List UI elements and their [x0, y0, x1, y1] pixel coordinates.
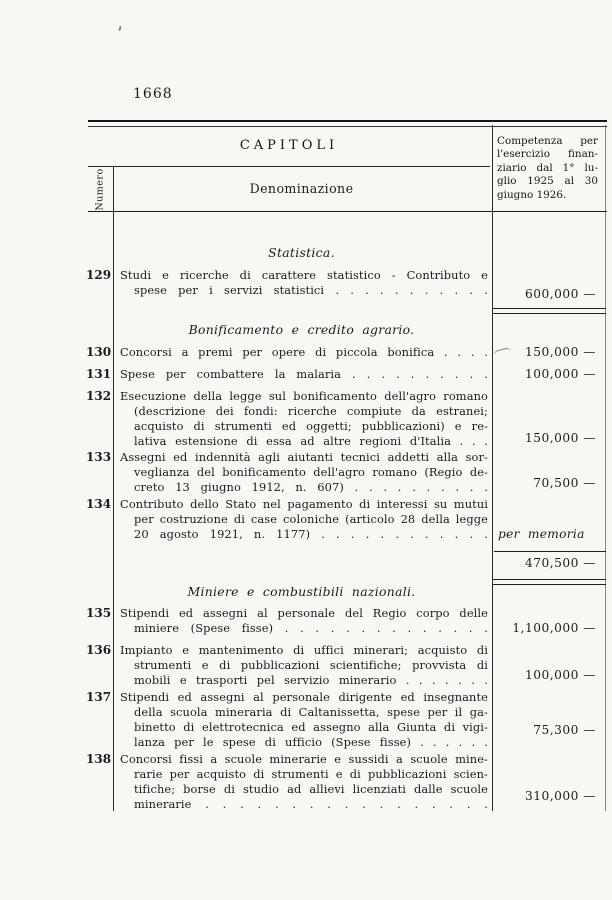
- section-subtotal: 470,500 —: [525, 556, 596, 570]
- chapter-amount: 310,000 —: [525, 789, 596, 803]
- text-line: (descrizione dei fondi: ricerche compiute da estranei;: [134, 404, 488, 418]
- text-line: minerarie . . . . . . . . . . . . . . . . .: [134, 797, 488, 811]
- section-heading-bonificamento: Bonificamento e credito agrario.: [188, 322, 415, 337]
- chapter-amount: 150,000 —: [525, 431, 596, 445]
- numero-label: Numero: [95, 167, 107, 211]
- scan-speck: [118, 26, 121, 31]
- text-line: glio 1925 al 30: [497, 175, 598, 188]
- chapter-number: 137: [86, 690, 112, 704]
- chapter-amount: 100,000 —: [525, 367, 596, 381]
- text-line: lanza per le spese di ufficio (Spese fisse) . . . . . .: [134, 735, 488, 749]
- chapter-number: 132: [86, 389, 112, 403]
- text-line: ziario dal 1° lu-: [497, 161, 598, 174]
- text-line: Esecuzione della legge sul bonificamento dell'agro romano: [120, 389, 488, 403]
- text-line: rarie per acquisto di strumenti e di pubblicazioni scien-: [134, 767, 488, 781]
- text-line: per costruzione di case coloniche (articolo 28 della legge: [134, 512, 488, 526]
- text-line: binetto di elettrotecnica ed assegno alla Giunta di vigi-: [134, 720, 488, 734]
- chapter-amount-per-memoria: per memoria: [498, 527, 585, 541]
- text-line: Stipendi ed assegni al personale dirigente ed insegnante: [120, 690, 488, 704]
- chapter-amount: 1,100,000 —: [512, 621, 596, 635]
- amount-section-double-rule: [493, 308, 606, 314]
- text-line: lativa estensione di essa ad altre regioni d'Italia . . .: [134, 434, 488, 448]
- chapter-text: [120, 345, 488, 360]
- text-line: spese per i servizi statistici . . . . . . . . . . .: [134, 283, 488, 297]
- text-line: Competenza per: [497, 135, 598, 147]
- chapter-text: [120, 606, 488, 636]
- chapter-amount: 100,000 —: [525, 668, 596, 682]
- text-line: Stipendi ed assegni al personale del Regio corpo delle: [120, 606, 488, 620]
- chapter-text: [120, 643, 488, 688]
- text-line: Impianto e mantenimento di uffici minerari; acquisto di: [120, 643, 488, 657]
- chapter-number: 129: [86, 268, 112, 282]
- text-line: mobili e trasporti pel servizio minerario . . . . . . .: [134, 673, 488, 687]
- section-heading-miniere: Miniere e combustibili nazionali.: [187, 584, 416, 599]
- text-line: Studi e ricerche di carattere statistico - Contributo e: [120, 268, 488, 282]
- text-line: Concorsi fissi a scuole minerarie e sussidi a scuole mine-: [120, 752, 488, 766]
- text-line: miniere (Spese fisse) . . . . . . . . . . . . . .: [134, 621, 488, 635]
- text-line: creto 13 giugno 1912, n. 607) . . . . . . . . . .: [134, 480, 488, 494]
- text-line: della scuola mineraria di Caltanissetta, spese per il ga-: [134, 705, 488, 719]
- chapter-amount: 75,300 —: [533, 723, 596, 737]
- text-line: Spese per combattere la malaria . . . . . . . . . .: [120, 367, 488, 381]
- chapter-number: 135: [86, 606, 112, 620]
- numero-column-divider: [113, 166, 114, 811]
- chapter-amount: 150,000 —: [525, 345, 596, 359]
- chapter-number: 133: [86, 450, 112, 464]
- chapter-number: 130: [86, 345, 112, 359]
- chapter-number: 136: [86, 643, 112, 657]
- header-bottom-rule: [88, 211, 607, 212]
- chapter-amount: 600,000 —: [525, 287, 596, 301]
- text-line: Concorsi a premi per opere di piccola bonifica . . . .: [120, 345, 488, 359]
- column-header-competenza: [497, 135, 598, 202]
- chapter-text: [120, 450, 488, 495]
- amount-subtotal-rule: [494, 551, 606, 552]
- text-line: acquisto di strumenti ed oggetti; pubblicazioni) e re-: [134, 419, 488, 433]
- chapter-text: [120, 690, 488, 750]
- chapter-text: [120, 497, 488, 542]
- table-title-capitoli: CAPITOLI: [239, 138, 339, 153]
- text-line: veglianza del bonificamento dell'agro romano (Regio de-: [134, 465, 488, 479]
- text-line: strumenti e di pubblicazioni scientifiche; provvista di: [134, 658, 488, 672]
- chapter-text: [120, 389, 488, 449]
- chapter-number: 138: [86, 752, 112, 766]
- amount-column-divider: [492, 125, 493, 811]
- amount-section-double-rule: [493, 579, 606, 585]
- chapter-amount: 70,500 —: [533, 476, 596, 490]
- chapter-number: 131: [86, 367, 112, 381]
- text-line: 20 agosto 1921, n. 1177) . . . . . . . . . . . .: [134, 527, 488, 541]
- chapter-number: 134: [86, 497, 112, 511]
- text-line: Contributo dello Stato nel pagamento di interessi su mutui: [120, 497, 488, 511]
- table-right-border: [605, 125, 606, 811]
- column-header-denominazione: Denominazione: [249, 181, 354, 196]
- text-line: tifiche; borse di studio ad allievi licenziati dalle scuole: [134, 782, 488, 796]
- column-header-numero: [88, 167, 113, 211]
- section-heading-statistica: Statistica.: [268, 245, 335, 260]
- text-line: l'esercizio finan-: [497, 148, 598, 161]
- chapter-text: [120, 367, 488, 382]
- chapter-text: [120, 752, 488, 812]
- page-number: 1668: [133, 86, 173, 102]
- chapter-text: [120, 268, 488, 298]
- text-line: giugno 1926.: [497, 188, 567, 201]
- text-line: Assegni ed indennità agli aiutanti tecnici addetti alla sor-: [120, 450, 488, 464]
